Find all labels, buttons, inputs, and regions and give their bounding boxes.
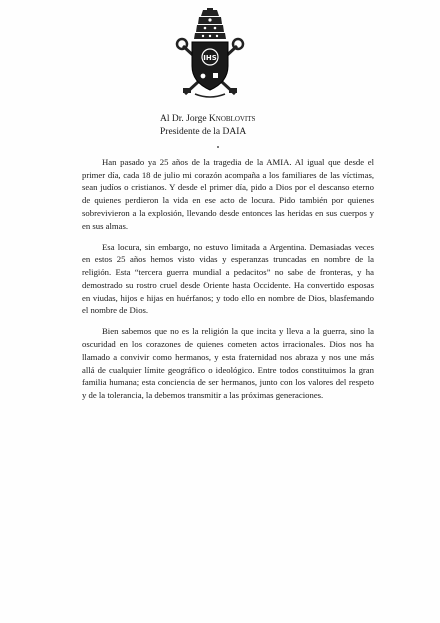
paragraph-2: Esa locura, sin embargo, no estuvo limitada a Argentina. Demasiadas veces en estos 25 años hemos visto vidas y esperanzas truncadas en nombre de la religión. Esta “tercera guerra mundial a pedacitos” no sabe de fronteras, y ha demostrado su rostro cruel desde Oriente hasta Occidente. Ha convertido esposas en viudas, hijos e hijas en huérfanos; y todo ello en nombre de Dios, blasfemando el nombre de Dios.	[82, 241, 374, 316]
papal-coat-of-arms-icon	[175, 8, 245, 100]
addressee-block	[160, 113, 360, 138]
addressee-prefix: Al Dr. Jorge	[160, 114, 209, 124]
stray-mark	[217, 146, 219, 148]
svg-text:IHS: IHS	[203, 54, 217, 62]
paragraph-1: Han pasado ya 25 años de la tragedia de la AMIA. Al igual que desde el primer día, cada 18 de julio mi corazón acompaña a los familiares de las víctimas, sean judíos o cristianos. Y desde el primer día, pido a Dios por el descanso eterno de quienes perdieron la vida en ese acto de locura. Pido también por quienes sobrevivieron a la explosión, llevando desde entonces las heridas en sus cuerpos y en sus almas.	[82, 157, 374, 231]
addressee-name-line	[160, 113, 360, 126]
paragraph-3: Bien sabemos que no es la religión la que incita y lleva a la guerra, sino la oscuridad en los corazones de quienes cometen actos irracionales. Dios nos ha llamado a convivir como hermanos, y esta fraternidad nos abraza y nos une más allá de cualquier límite geográfico o ideológico. Entre todos constituimos la gran familia humana; esta conciencia de ser hermanos, junto con los valores del respeto y de la tolerancia, la debemos transmitir a las próximas generaciones.	[82, 326, 374, 400]
addressee-surname: Knoblovits	[208, 114, 256, 124]
addressee-title: Presidente de la DAIA	[160, 126, 247, 137]
letter-body	[82, 156, 374, 410]
